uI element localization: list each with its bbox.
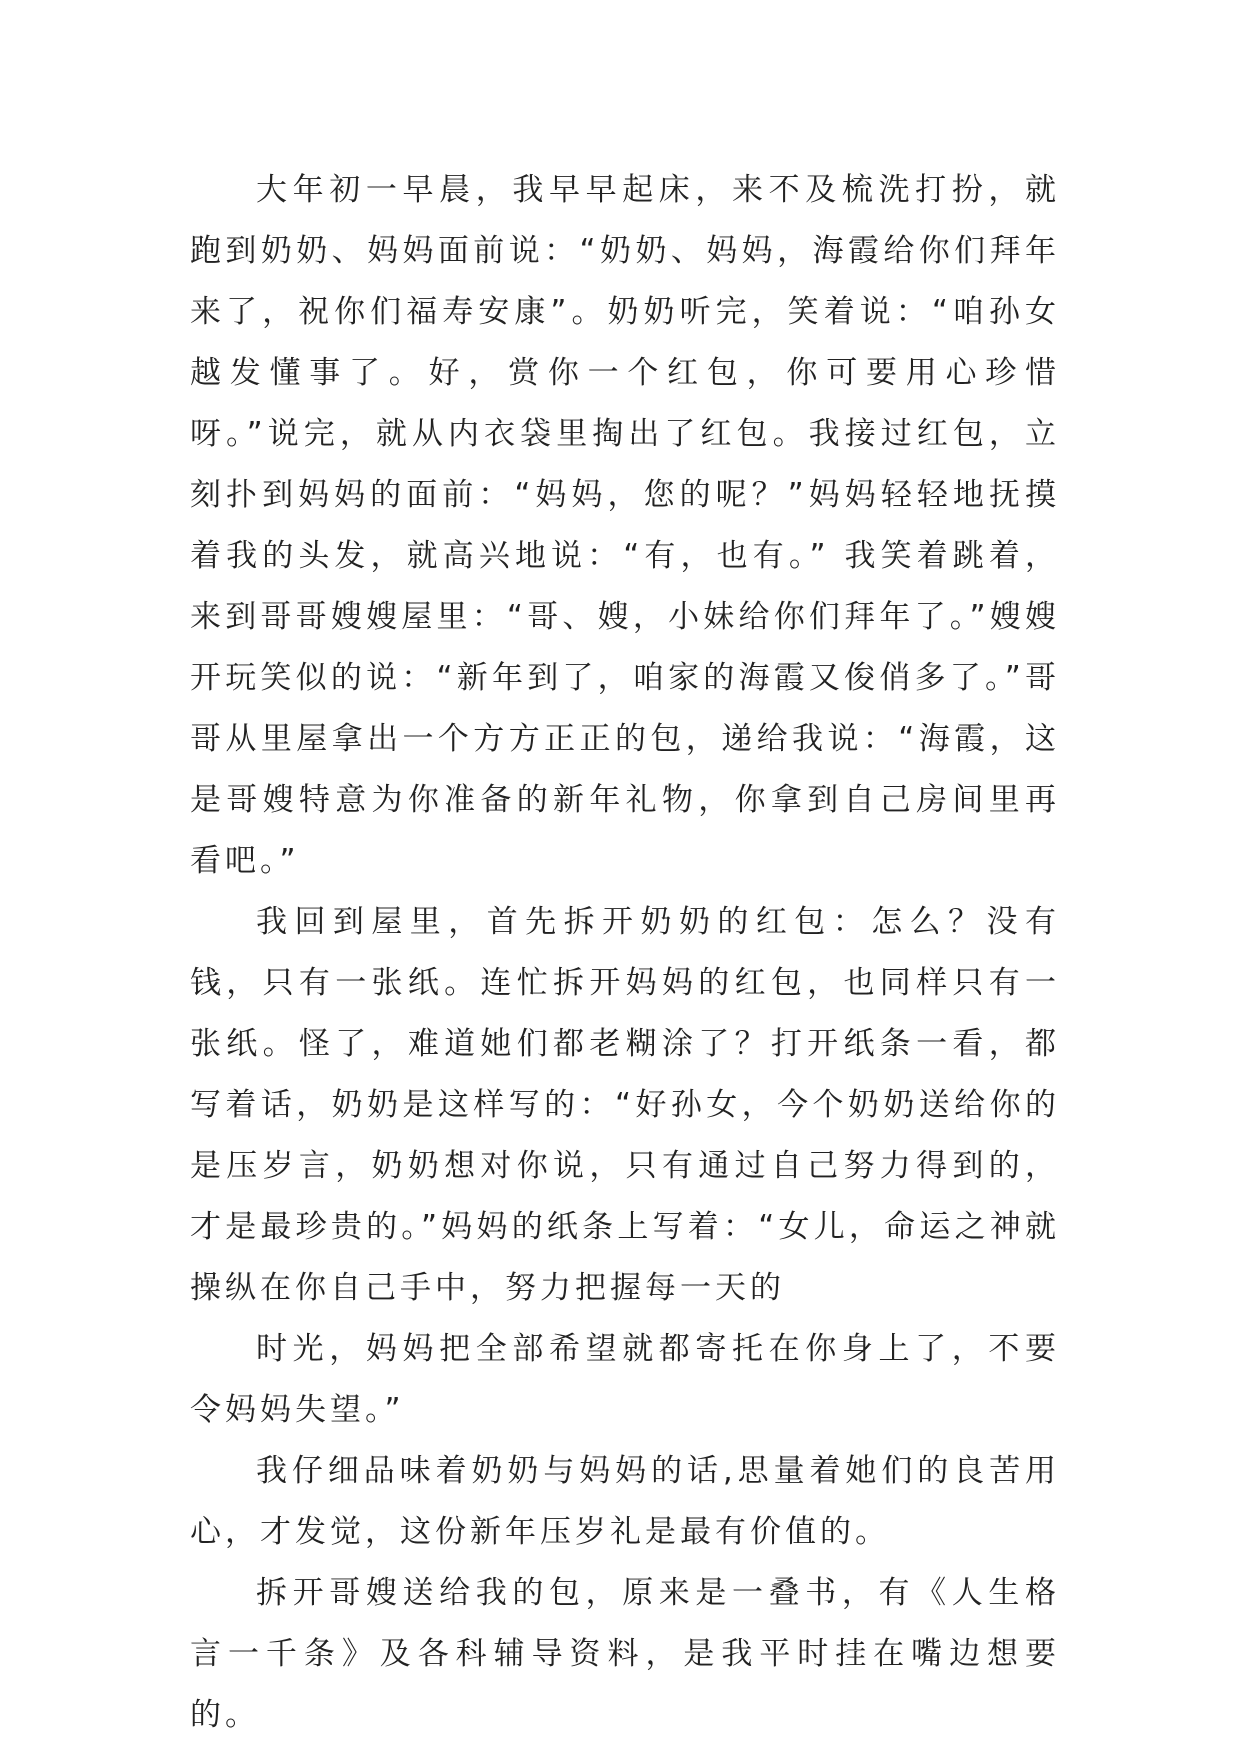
paragraph-brother-gift: 拆开哥嫂送给我的包，原来是一叠书，有《人生格言一千条》及各科辅导资料，是我平时挂在嘴边想要的。	[190, 1575, 1060, 1733]
paragraph-new-year-morning: 大年初一早晨，我早早起床，来不及梳洗打扮，就跑到奶奶、妈妈面前说：“奶奶、妈妈，海霞给你们拜年来了，祝你们福寿安康”。奶奶听完，笑着说：“咱孙女越发懂事了。好，赏你一个红包，你可要用心珍惜呀。”说完，就从内衣袋里掏出了红包。我接过红包，立刻扑到妈妈的面前：“妈妈，您的呢？”妈妈轻轻地抚摸着我的头发，就高兴地说：“有，也有。” 我笑着跳着，来到哥哥嫂嫂屋里：“哥、嫂，小妹给你们拜年了。”嫂嫂开玩笑似的说：“新年到了，咱家的海霞又俊俏多了。”哥哥从里屋拿出一个方方正正的包，递给我说：“海霞，这是哥嫂特意为你准备的新年礼物，你拿到自己房间里再看吧。”	[190, 172, 1060, 879]
paragraph-mother-note-continued: 时光，妈妈把全部希望就都寄托在你身上了，不要令妈妈失望。”	[190, 1331, 1060, 1428]
paragraph-reflection: 我仔细品味着奶奶与妈妈的话,思量着她们的良苦用心，才发觉，这份新年压岁礼是最有价值的。	[190, 1453, 1060, 1550]
document-page	[190, 160, 1060, 1746]
paragraph-opening-red-envelopes: 我回到屋里，首先拆开奶奶的红包：怎么？没有钱，只有一张纸。连忙拆开妈妈的红包，也同样只有一张纸。怪了，难道她们都老糊涂了？打开纸条一看，都写着话，奶奶是这样写的：“好孙女，今个奶奶送给你的是压岁言，奶奶想对你说，只有通过自己努力得到的，才是最珍贵的。”妈妈的纸条上写着：“女儿，命运之神就操纵在你自己手中，努力把握每一天的	[190, 904, 1060, 1306]
